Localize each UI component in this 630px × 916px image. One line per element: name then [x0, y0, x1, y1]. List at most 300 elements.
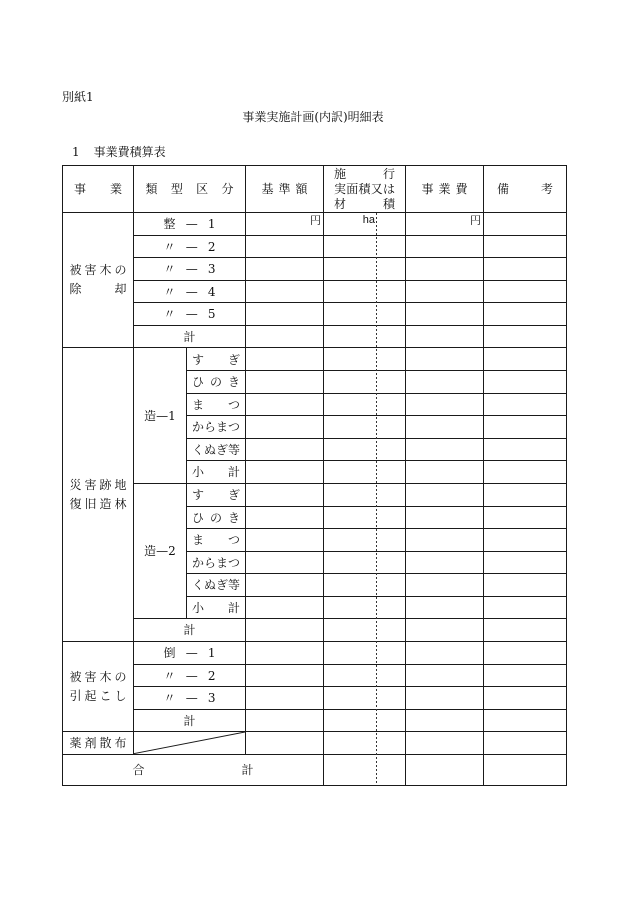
- species-label: [192, 420, 240, 434]
- label-glyph: 5: [207, 307, 216, 322]
- planting-group-label: 造—2: [144, 544, 176, 559]
- label-glyph: 害: [84, 263, 97, 278]
- label-glyph: す: [192, 352, 205, 367]
- grand-total-label-cell: [63, 754, 324, 785]
- remarks-cell: [484, 687, 567, 710]
- label-glyph: ぎ: [216, 578, 229, 593]
- label-glyph: 1: [207, 217, 216, 232]
- label-glyph: 〃: [163, 284, 176, 299]
- table-header-row: [63, 166, 567, 213]
- label-glyph: 復: [69, 496, 82, 511]
- category-label: [164, 285, 216, 299]
- document-title: 事業実施計画(内訳)明細表: [242, 110, 384, 124]
- label-glyph: 業: [109, 182, 122, 197]
- header-category: [134, 166, 246, 213]
- label-glyph: 業: [438, 182, 451, 197]
- label-glyph: つ: [228, 420, 241, 435]
- label-glyph: 除: [69, 282, 82, 297]
- category-cell: [134, 258, 246, 281]
- base-amount-cell: [246, 348, 324, 371]
- remarks-cell: [484, 235, 567, 258]
- label-glyph: 面: [346, 181, 359, 196]
- species-label: [192, 353, 240, 367]
- project-cost-cell: [406, 506, 484, 529]
- base-amount-cell: [246, 213, 324, 236]
- area-cell: [324, 664, 406, 687]
- label-glyph: ま: [216, 420, 229, 435]
- label-glyph: —: [185, 691, 198, 706]
- label-glyph: 倒: [163, 646, 176, 661]
- project-cost-cell: [406, 619, 484, 642]
- label-glyph: 跡: [99, 477, 112, 492]
- base-amount-cell: [246, 506, 324, 529]
- area-cell: [324, 574, 406, 597]
- label-glyph: ぎ: [227, 487, 240, 502]
- area-cell: [324, 619, 406, 642]
- project-cost-cell: [406, 687, 484, 710]
- base-amount-cell: [246, 732, 324, 755]
- label-glyph: 地: [114, 477, 127, 492]
- base-amount-cell: [246, 438, 324, 461]
- table-row: [63, 213, 567, 236]
- base-amount-cell: [246, 461, 324, 484]
- label-glyph: 備: [497, 182, 510, 197]
- label-glyph: 実: [334, 181, 347, 196]
- section-total-label: 計: [183, 623, 196, 638]
- remarks-cell: [484, 303, 567, 326]
- label-glyph: 額: [295, 182, 308, 197]
- area-cell: [324, 529, 406, 552]
- label-glyph: 型: [170, 182, 183, 197]
- section-title: 事業費積算表: [93, 145, 166, 159]
- section-number: 1: [72, 145, 80, 159]
- base-amount-cell: [246, 235, 324, 258]
- base-amount-cell: [246, 483, 324, 506]
- table-row: [63, 303, 567, 326]
- label-glyph: か: [192, 555, 205, 570]
- species-cell: [187, 416, 246, 439]
- label-glyph: 造: [99, 496, 112, 511]
- area-cell: [324, 258, 406, 281]
- label-glyph: 2: [207, 239, 216, 254]
- label-glyph: す: [192, 487, 205, 502]
- label-glyph: く: [192, 578, 205, 593]
- category-cell: [134, 213, 246, 236]
- label-glyph: 散: [99, 736, 112, 751]
- species-label: [192, 443, 240, 457]
- project-label-line: [70, 476, 127, 495]
- table-row: [63, 235, 567, 258]
- remarks-cell: [484, 664, 567, 687]
- project-cost-cell: [406, 641, 484, 664]
- label-glyph: こ: [99, 688, 112, 703]
- header-work-area-line: [334, 197, 395, 212]
- label-glyph: 積: [382, 196, 395, 211]
- category-label: [164, 262, 216, 276]
- label-glyph: 小: [192, 600, 205, 615]
- label-glyph: 事: [421, 182, 434, 197]
- section-total-cell: [134, 709, 246, 732]
- label-glyph: の: [209, 375, 222, 390]
- species-label: [192, 375, 240, 389]
- species-label: [192, 398, 240, 412]
- area-cell: [324, 596, 406, 619]
- label-glyph: か: [192, 420, 205, 435]
- project-cost-cell: [406, 416, 484, 439]
- category-label: [164, 669, 216, 683]
- project-cost-cell: [406, 280, 484, 303]
- project-label-line: [70, 261, 127, 280]
- base-amount-cell: [246, 687, 324, 710]
- project-label-cell: [63, 732, 134, 755]
- remarks-cell: [484, 732, 567, 755]
- project-label-line: [70, 687, 127, 706]
- subtotal-label: [192, 601, 240, 615]
- area-cell: [324, 303, 406, 326]
- project-cost-cell: [406, 529, 484, 552]
- unit-yen-label: 円: [470, 214, 481, 227]
- remarks-cell: [484, 529, 567, 552]
- area-divider-dotted-line: [376, 213, 377, 785]
- unit-yen-label: 円: [310, 214, 321, 227]
- header-base-amount-label: [262, 182, 308, 196]
- header-work-area: [324, 166, 406, 213]
- category-cell: [134, 303, 246, 326]
- category-label: [164, 307, 216, 321]
- label-glyph: ひ: [192, 375, 205, 390]
- species-label: [192, 533, 240, 547]
- category-cell: [134, 664, 246, 687]
- label-glyph: 施: [334, 166, 347, 181]
- label-glyph: 災: [69, 477, 82, 492]
- label-glyph: 計: [227, 465, 240, 480]
- label-glyph: ら: [204, 555, 217, 570]
- label-glyph: 費: [455, 182, 468, 197]
- area-cell: [324, 280, 406, 303]
- species-cell: [187, 438, 246, 461]
- area-cell: [324, 483, 406, 506]
- unit-hectare-label: ha: [362, 214, 375, 226]
- remarks-cell: [484, 213, 567, 236]
- base-amount-cell: [246, 529, 324, 552]
- species-cell: [187, 483, 246, 506]
- remarks-cell: [484, 371, 567, 394]
- project-cost-cell: [406, 664, 484, 687]
- species-label: [192, 511, 240, 525]
- area-cell: [324, 732, 406, 755]
- label-glyph: は: [382, 181, 395, 196]
- project-cost-cell: [406, 348, 484, 371]
- species-cell: [187, 506, 246, 529]
- project-label-line: [70, 736, 127, 750]
- project-cost-cell: [406, 213, 484, 236]
- label-glyph: 類: [145, 182, 158, 197]
- label-glyph: し: [114, 688, 127, 703]
- species-cell: [187, 348, 246, 371]
- label-glyph: 被: [69, 263, 82, 278]
- planting-group-cell: [134, 483, 187, 618]
- cost-estimate-table: [62, 165, 567, 786]
- label-glyph: —: [185, 307, 198, 322]
- base-amount-cell: [246, 371, 324, 394]
- area-cell: [324, 461, 406, 484]
- table-row: [63, 258, 567, 281]
- area-cell: [324, 213, 406, 236]
- base-amount-cell: [246, 641, 324, 664]
- area-cell: [324, 754, 406, 785]
- remarks-cell: [484, 258, 567, 281]
- label-glyph: 2: [207, 668, 216, 683]
- label-glyph: —: [185, 284, 198, 299]
- label-glyph: 布: [114, 736, 127, 751]
- label-glyph: 被: [69, 669, 82, 684]
- label-glyph: ぬ: [204, 578, 217, 593]
- label-glyph: 木: [99, 263, 112, 278]
- category-cell: [134, 235, 246, 258]
- label-glyph: 4: [207, 284, 216, 299]
- header-project-label: [74, 182, 122, 196]
- category-cell: [134, 280, 246, 303]
- header-base-amount: [246, 166, 324, 213]
- remarks-cell: [484, 483, 567, 506]
- label-glyph: 計: [241, 763, 254, 778]
- section-total-cell: [134, 619, 246, 642]
- remarks-cell: [484, 574, 567, 597]
- label-glyph: 材: [334, 196, 347, 211]
- label-glyph: 計: [227, 600, 240, 615]
- project-cost-cell: [406, 596, 484, 619]
- label-glyph: の: [209, 510, 222, 525]
- label-glyph: 〃: [163, 668, 176, 683]
- label-glyph: の: [114, 263, 127, 278]
- label-glyph: 林: [114, 496, 127, 511]
- section-total-label: 計: [183, 713, 196, 728]
- remarks-cell: [484, 506, 567, 529]
- label-glyph: ら: [204, 420, 217, 435]
- label-glyph: く: [192, 442, 205, 457]
- header-remarks: [484, 166, 567, 213]
- project-cost-cell: [406, 438, 484, 461]
- area-cell: [324, 235, 406, 258]
- table-row: [63, 732, 567, 755]
- header-category-label: [146, 182, 234, 196]
- label-glyph: ま: [192, 397, 205, 412]
- section-heading: [72, 145, 166, 159]
- base-amount-cell: [246, 280, 324, 303]
- base-amount-cell: [246, 258, 324, 281]
- label-glyph: 等: [228, 442, 241, 457]
- species-cell: [187, 529, 246, 552]
- project-cost-cell: [406, 303, 484, 326]
- grand-total-row: [63, 754, 567, 785]
- label-glyph: 薬: [69, 736, 82, 751]
- base-amount-cell: [246, 551, 324, 574]
- label-glyph: 〃: [163, 262, 176, 277]
- label-glyph: —: [185, 239, 198, 254]
- label-glyph: つ: [227, 397, 240, 412]
- subtotal-label: [192, 465, 240, 479]
- label-glyph: 木: [99, 669, 112, 684]
- table-row: [63, 664, 567, 687]
- remarks-cell: [484, 551, 567, 574]
- label-glyph: 準: [278, 182, 291, 197]
- project-label-cell: [63, 348, 134, 642]
- label-glyph: 旧: [84, 496, 97, 511]
- attachment-label: 別紙1: [62, 90, 94, 104]
- base-amount-cell: [246, 574, 324, 597]
- project-label-cell: [63, 213, 134, 348]
- label-glyph: —: [185, 668, 198, 683]
- base-amount-cell: [246, 416, 324, 439]
- table-row: [63, 483, 567, 506]
- label-glyph: ぬ: [204, 442, 217, 457]
- subtotal-cell: [187, 461, 246, 484]
- label-glyph: —: [185, 646, 198, 661]
- project-cost-cell: [406, 754, 484, 785]
- remarks-cell: [484, 709, 567, 732]
- label-glyph: き: [227, 375, 240, 390]
- base-amount-cell: [246, 303, 324, 326]
- remarks-cell: [484, 280, 567, 303]
- label-glyph: 却: [114, 282, 127, 297]
- area-cell: [324, 393, 406, 416]
- table-row: [63, 619, 567, 642]
- remarks-cell: [484, 619, 567, 642]
- label-glyph: 等: [228, 578, 241, 593]
- section-total-cell: [134, 325, 246, 348]
- label-glyph: 起: [84, 688, 97, 703]
- base-amount-cell: [246, 393, 324, 416]
- base-amount-cell: [246, 596, 324, 619]
- project-cost-cell: [406, 393, 484, 416]
- species-cell: [187, 551, 246, 574]
- area-cell: [324, 687, 406, 710]
- label-glyph: 合: [132, 763, 145, 778]
- project-cost-cell: [406, 371, 484, 394]
- planting-group-label: 造—1: [144, 408, 176, 423]
- label-glyph: —: [185, 262, 198, 277]
- project-label-line: [70, 668, 127, 687]
- category-cell: [134, 687, 246, 710]
- table-row: [63, 348, 567, 371]
- area-cell: [324, 348, 406, 371]
- project-cost-cell: [406, 551, 484, 574]
- label-glyph: 3: [207, 691, 216, 706]
- project-label-line: [70, 280, 127, 299]
- section-total-label: 計: [183, 329, 196, 344]
- label-glyph: 害: [84, 669, 97, 684]
- project-cost-cell: [406, 574, 484, 597]
- area-cell: [324, 709, 406, 732]
- label-glyph: 〃: [163, 239, 176, 254]
- project-cost-cell: [406, 461, 484, 484]
- label-glyph: 行: [382, 166, 395, 181]
- label-glyph: 剤: [84, 736, 97, 751]
- remarks-cell: [484, 641, 567, 664]
- subtotal-cell: [187, 596, 246, 619]
- label-glyph: 基: [261, 182, 274, 197]
- label-glyph: ひ: [192, 510, 205, 525]
- label-glyph: ぎ: [227, 352, 240, 367]
- remarks-cell: [484, 461, 567, 484]
- label-glyph: つ: [227, 533, 240, 548]
- project-cost-cell: [406, 483, 484, 506]
- species-label: [192, 556, 240, 570]
- category-cell-not-applicable: [134, 732, 246, 755]
- label-glyph: 積: [358, 181, 371, 196]
- table-row: [63, 280, 567, 303]
- label-glyph: つ: [228, 555, 241, 570]
- label-glyph: 区: [196, 182, 209, 197]
- category-cell: [134, 641, 246, 664]
- category-label: [164, 240, 216, 254]
- category-label: [164, 691, 216, 705]
- remarks-cell: [484, 754, 567, 785]
- table-row: [63, 687, 567, 710]
- project-cost-cell: [406, 325, 484, 348]
- project-label-line: [70, 495, 127, 514]
- remarks-cell: [484, 416, 567, 439]
- label-glyph: ま: [216, 555, 229, 570]
- area-cell: [324, 506, 406, 529]
- header-work-area-line: [334, 182, 395, 197]
- label-glyph: の: [114, 669, 127, 684]
- header-remarks-label: [497, 182, 553, 196]
- project-cost-cell: [406, 235, 484, 258]
- area-cell: [324, 325, 406, 348]
- diagonal-slash: [134, 732, 245, 754]
- area-cell: [324, 641, 406, 664]
- area-cell: [324, 551, 406, 574]
- category-label: [164, 646, 216, 660]
- label-glyph: 1: [207, 646, 216, 661]
- category-label: [164, 217, 216, 231]
- base-amount-cell: [246, 664, 324, 687]
- species-label: [192, 578, 240, 592]
- label-glyph: 又: [370, 181, 383, 196]
- base-amount-cell: [246, 709, 324, 732]
- remarks-cell: [484, 393, 567, 416]
- header-work-area-line: [334, 167, 395, 182]
- remarks-cell: [484, 325, 567, 348]
- species-label: [192, 488, 240, 502]
- label-glyph: ぎ: [216, 442, 229, 457]
- header-project-cost-label: [422, 182, 468, 196]
- table-row: [63, 325, 567, 348]
- remarks-cell: [484, 348, 567, 371]
- label-glyph: —: [185, 217, 198, 232]
- species-cell: [187, 393, 246, 416]
- base-amount-cell: [246, 619, 324, 642]
- remarks-cell: [484, 438, 567, 461]
- remarks-cell: [484, 596, 567, 619]
- label-glyph: 考: [540, 182, 553, 197]
- project-cost-cell: [406, 709, 484, 732]
- label-glyph: 小: [192, 465, 205, 480]
- label-glyph: 分: [221, 182, 234, 197]
- project-cost-cell: [406, 258, 484, 281]
- project-label-cell: [63, 641, 134, 731]
- planting-group-cell: [134, 348, 187, 483]
- species-cell: [187, 371, 246, 394]
- grand-total-label: [133, 763, 254, 777]
- area-cell: [324, 371, 406, 394]
- header-project: [63, 166, 134, 213]
- label-glyph: 〃: [163, 691, 176, 706]
- label-glyph: ま: [192, 533, 205, 548]
- label-glyph: 3: [207, 262, 216, 277]
- label-glyph: 〃: [163, 307, 176, 322]
